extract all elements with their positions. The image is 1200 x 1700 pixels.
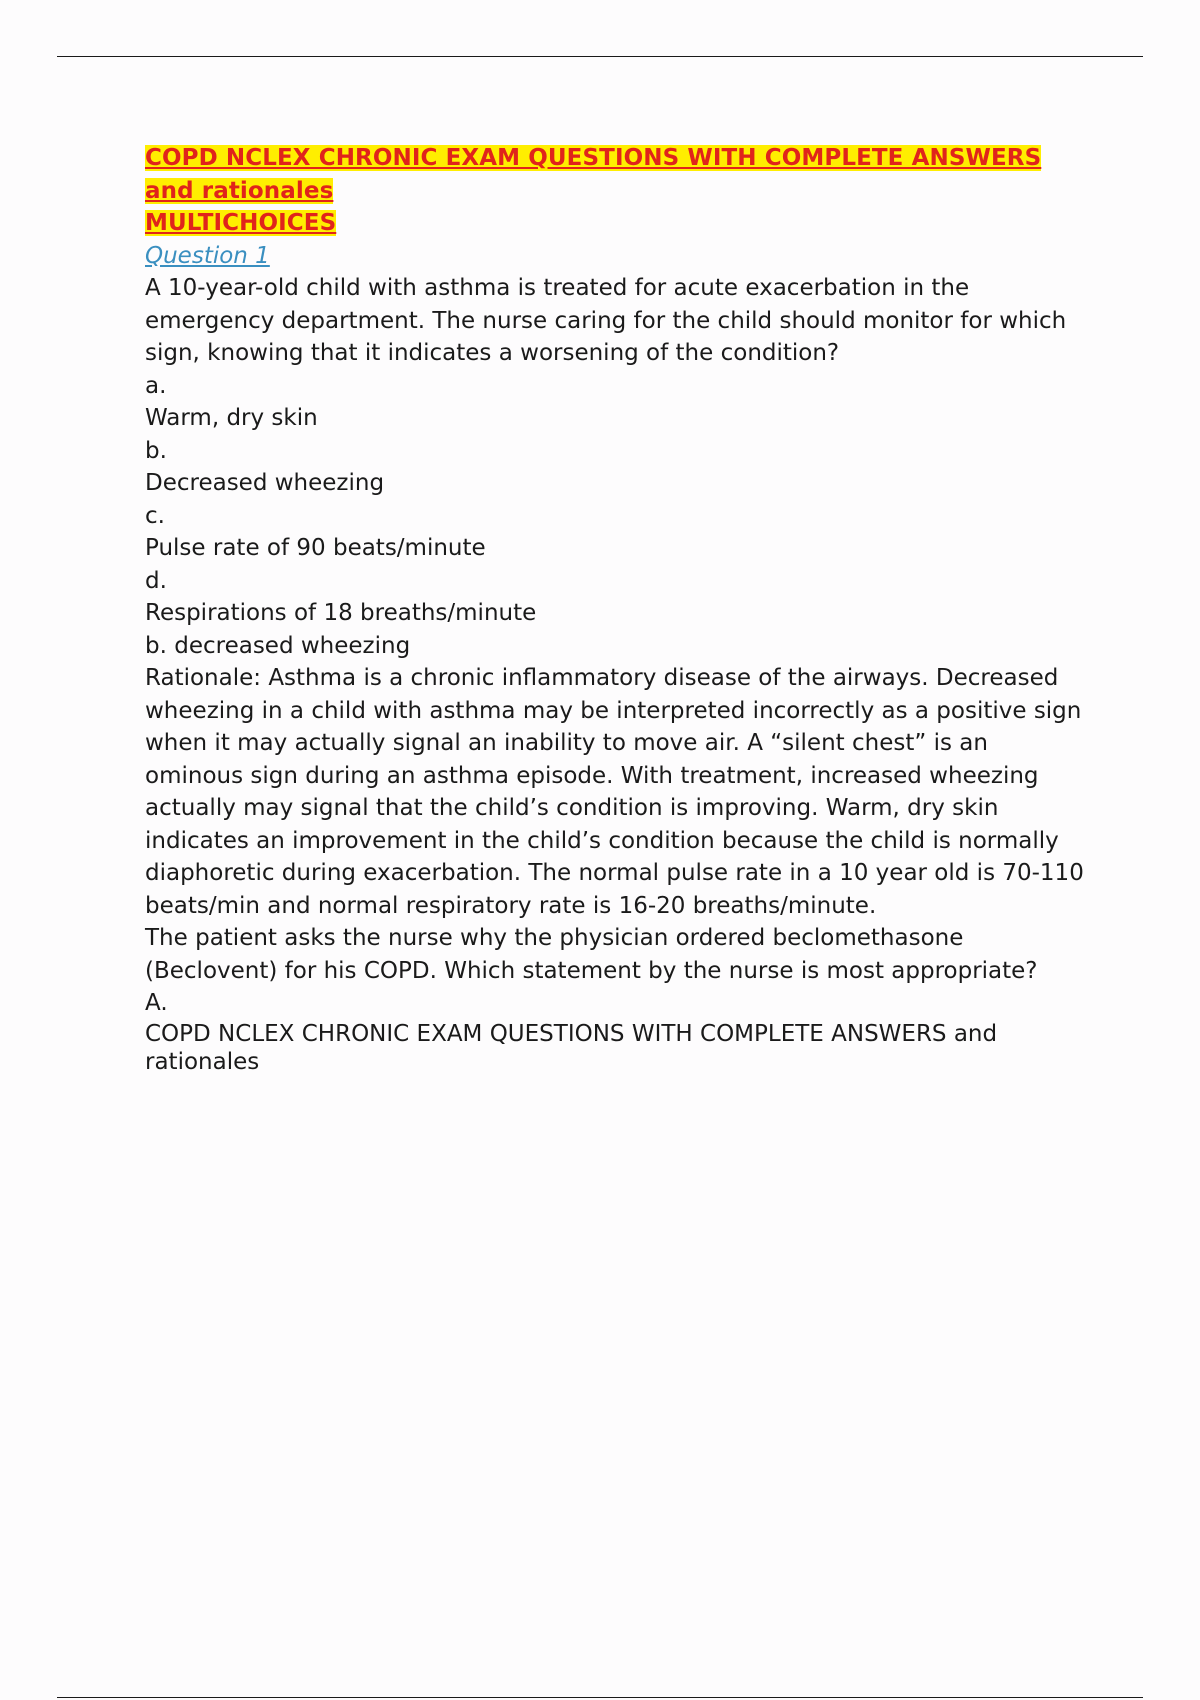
- question-1-rationale: Rationale: Asthma is a chronic inflammatory disease of the airways. Decreased wheezing in a child with asthma may be interpreted incorrectly as a positive sign when it may actually signal an inability to move air. A “silent chest” is an ominous sign during an asthma episode. With treatment, increased wheezing actually may signal that the child’s condition is improving. Warm, dry skin indicates an improvement in the child’s condition because the child is normally diaphoretic during exacerbation. The normal pulse rate in a 10 year old is 70-110 beats/min and normal respiratory rate is 16-20 breaths/minute.: [145, 665, 1084, 919]
- option-b-letter: b.: [145, 437, 167, 464]
- option-d-letter: d.: [145, 567, 167, 594]
- document-title-text: COPD NCLEX CHRONIC EXAM QUESTIONS WITH COMPLETE ANSWERS and rationales: [145, 145, 1042, 204]
- option-c-text: Pulse rate of 90 beats/minute: [145, 535, 486, 561]
- page-footer-text: COPD NCLEX CHRONIC EXAM QUESTIONS WITH COMPLETE ANSWERS and rationales: [145, 1020, 998, 1075]
- option-a-letter: a.: [145, 372, 167, 399]
- option-d-text: Respirations of 18 breaths/minute: [145, 600, 537, 626]
- option-b-text: Decreased wheezing: [145, 470, 385, 496]
- header-rule: [57, 56, 1143, 57]
- document-title: [145, 142, 1090, 207]
- option-a-text: Warm, dry skin: [145, 405, 318, 431]
- question-1-label[interactable]: Question 1: [145, 242, 270, 269]
- question-2-option-a-letter: A.: [145, 990, 168, 1016]
- footer-rule: [57, 1697, 1143, 1698]
- question-2-text: The patient asks the nurse why the physician ordered beclomethasone (Beclovent) for his COPD. Which statement by the nurse is most appropriate?: [145, 925, 1038, 984]
- question-1-answer: b. decreased wheezing: [145, 632, 411, 659]
- option-c-letter: c.: [145, 502, 165, 529]
- document-subtitle-text: MULTICHOICES: [145, 210, 337, 236]
- document-body: [145, 142, 1090, 1076]
- question-1-text: A 10-year-old child with asthma is treated for acute exacerbation in the emergency department. The nurse caring for the child should monitor for which sign, knowing that it indicates a worsening of the condition?: [145, 275, 1067, 366]
- document-subtitle: [145, 207, 1090, 240]
